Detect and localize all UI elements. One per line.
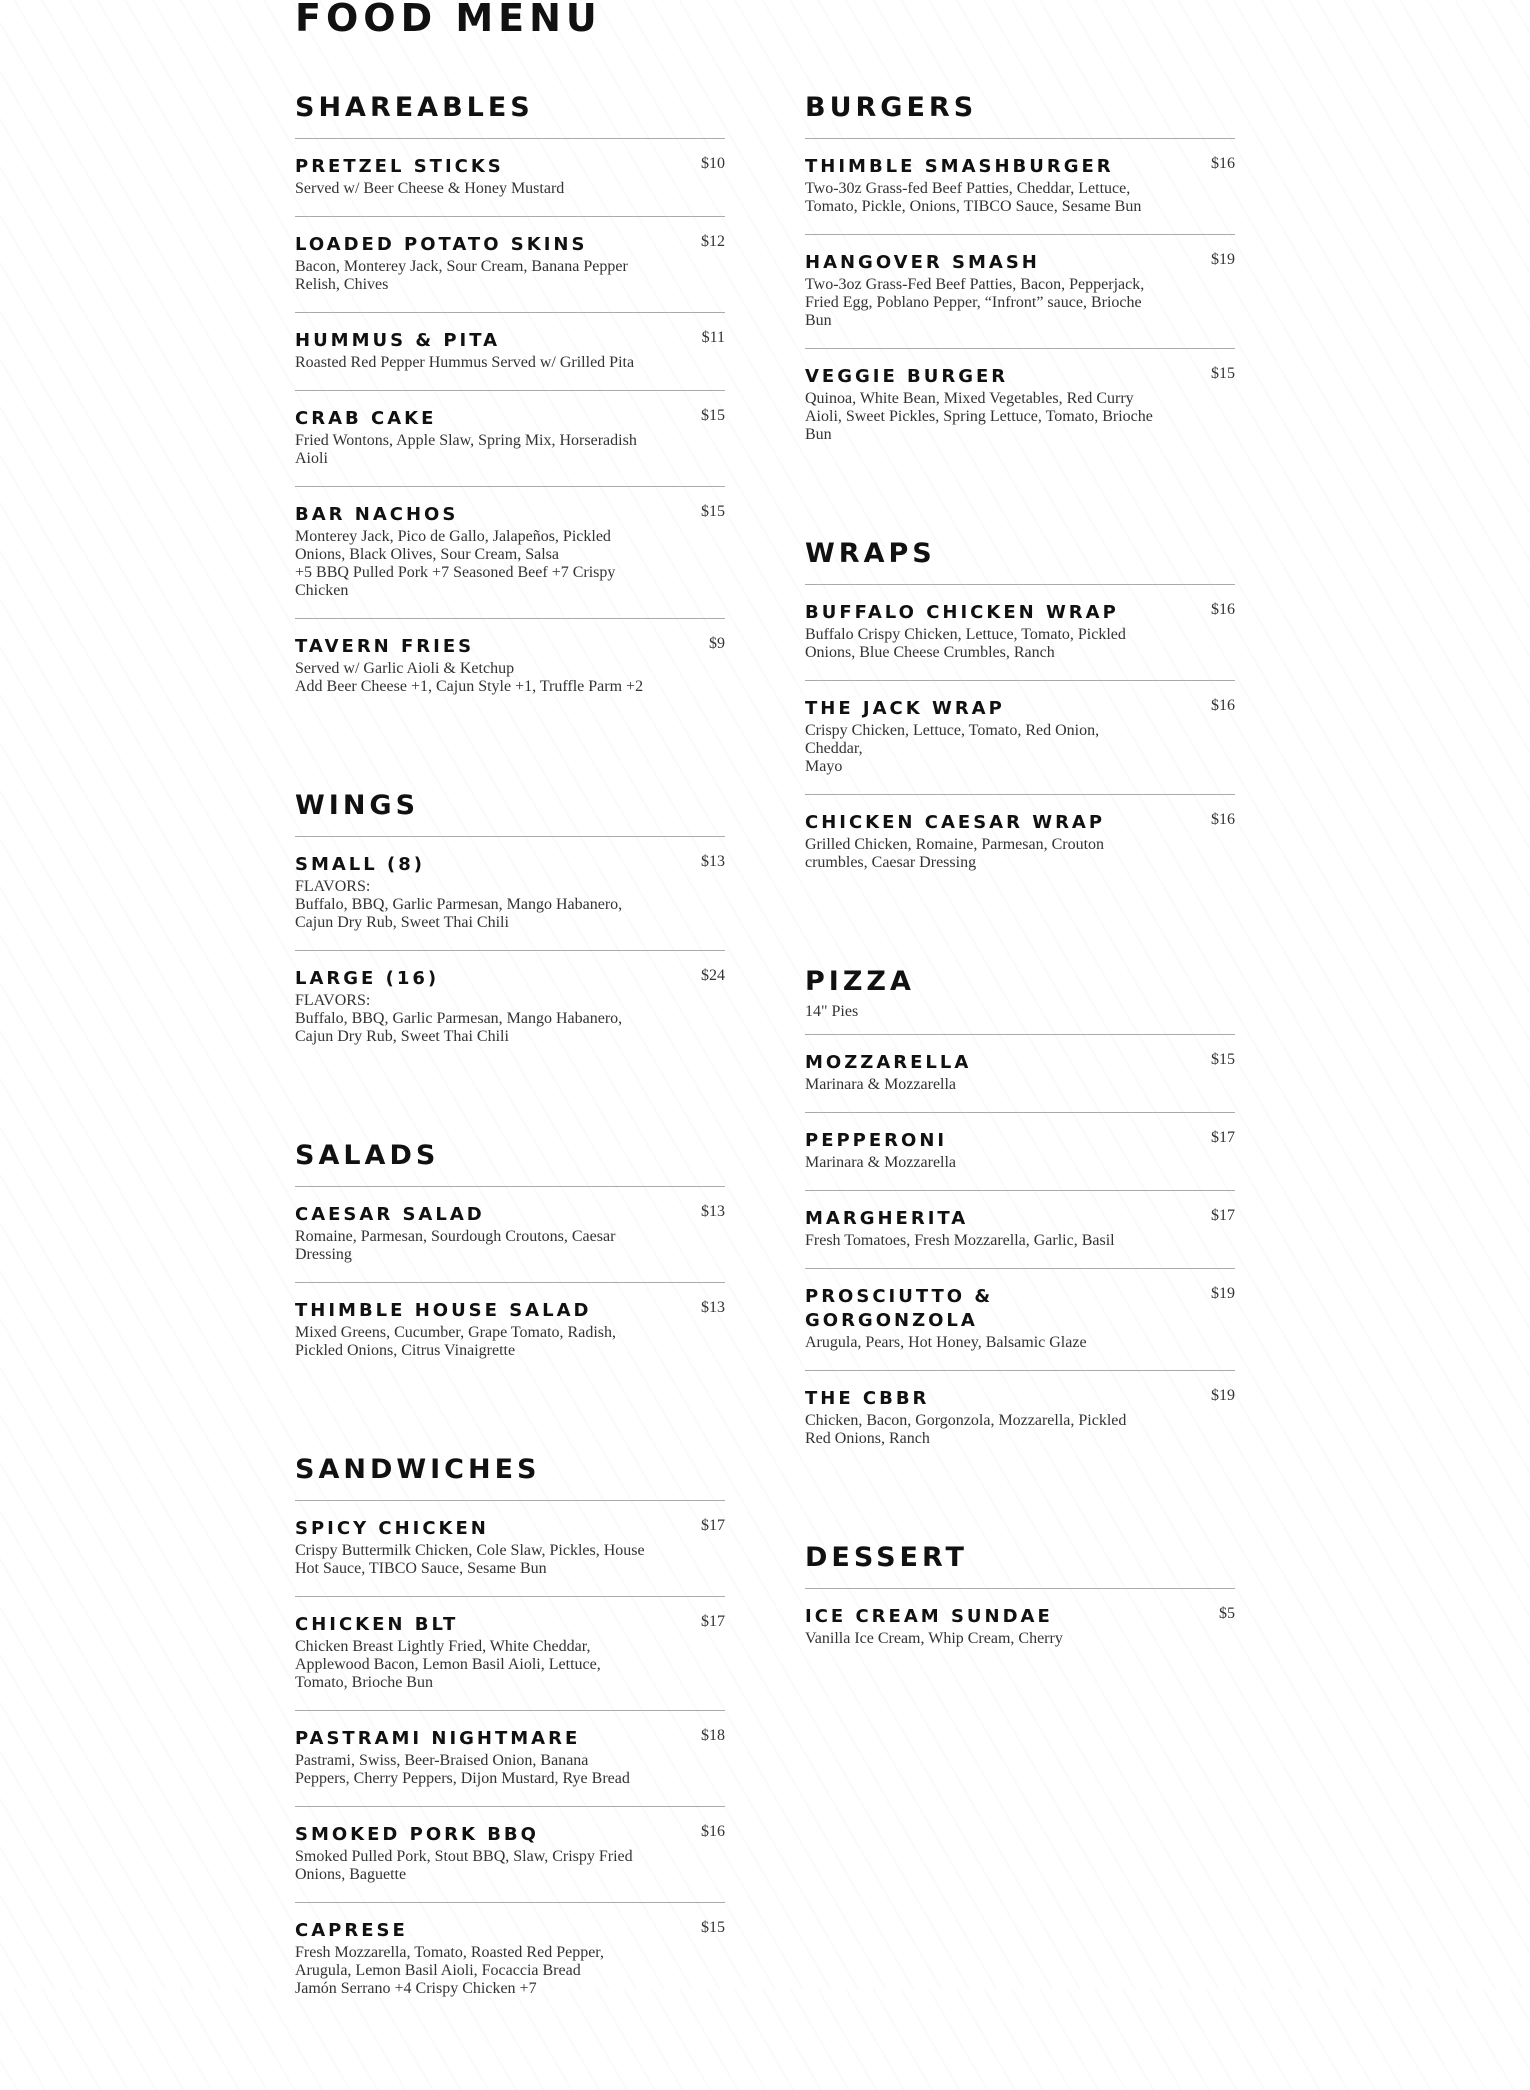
item-price: $18 bbox=[701, 1727, 725, 1744]
item-name: TAVERN FRIES bbox=[295, 636, 475, 657]
menu-section-sandwiches bbox=[295, 1452, 725, 2016]
menu-item bbox=[805, 349, 1235, 462]
item-name: THIMBLE HOUSE SALAD bbox=[295, 1300, 592, 1321]
item-name: HANGOVER SMASH bbox=[805, 252, 1040, 273]
menu-section-salads bbox=[295, 1138, 725, 1378]
item-description: FLAVORS: Buffalo, BBQ, Garlic Parmesan, Mango Habanero, Cajun Dry Rub, Sweet Thai Chili bbox=[295, 992, 623, 1045]
menu-item bbox=[295, 139, 725, 217]
menu-item bbox=[295, 951, 725, 1064]
section-title: DESSERT bbox=[805, 1542, 968, 1573]
item-description: Grilled Chicken, Romaine, Parmesan, Crouton crumbles, Caesar Dressing bbox=[805, 836, 1105, 871]
item-description: Bacon, Monterey Jack, Sour Cream, Banana Pepper Relish, Chives bbox=[295, 258, 628, 293]
menu-item bbox=[295, 619, 725, 714]
menu-item bbox=[805, 1113, 1235, 1191]
menu-item bbox=[805, 681, 1235, 795]
section-title: SALADS bbox=[295, 1140, 440, 1171]
item-price: $15 bbox=[1211, 365, 1235, 382]
item-price: $10 bbox=[701, 155, 725, 172]
item-name: ICE CREAM SUNDAE bbox=[805, 1606, 1053, 1627]
item-price: $12 bbox=[701, 233, 725, 250]
item-price: $15 bbox=[701, 1919, 725, 1936]
item-name: PRETZEL STICKS bbox=[295, 156, 504, 177]
item-description: Smoked Pulled Pork, Stout BBQ, Slaw, Crispy Fried Onions, Baguette bbox=[295, 1848, 633, 1883]
section-header bbox=[295, 1452, 725, 1488]
item-name: MARGHERITA bbox=[805, 1208, 969, 1229]
section-header bbox=[805, 90, 1235, 126]
section-header bbox=[295, 90, 725, 126]
item-name: PEPPERONI bbox=[805, 1130, 948, 1151]
item-description: Buffalo Crispy Chicken, Lettuce, Tomato, Pickled Onions, Blue Cheese Crumbles, Ranch bbox=[805, 626, 1126, 661]
menu-item bbox=[805, 235, 1235, 349]
item-description: Fresh Mozzarella, Tomato, Roasted Red Pepper, Arugula, Lemon Basil Aioli, Focaccia Bread Jamón Serrano +4 Crispy Chicken +7 bbox=[295, 1944, 604, 1997]
item-price: $15 bbox=[1211, 1051, 1235, 1068]
item-description: FLAVORS: Buffalo, BBQ, Garlic Parmesan, Mango Habanero, Cajun Dry Rub, Sweet Thai Chili bbox=[295, 878, 623, 931]
section-title: SHAREABLES bbox=[295, 92, 534, 123]
item-name: PASTRAMI NIGHTMARE bbox=[295, 1728, 581, 1749]
item-description: Vanilla Ice Cream, Whip Cream, Cherry bbox=[805, 1630, 1063, 1647]
menu-item bbox=[295, 487, 725, 619]
item-description: Marinara & Mozzarella bbox=[805, 1154, 957, 1171]
item-description: Pastrami, Swiss, Beer-Braised Onion, Banana Peppers, Cherry Peppers, Dijon Mustard, Rye Bread bbox=[295, 1752, 630, 1787]
item-price: $16 bbox=[1211, 697, 1235, 714]
section-title: PIZZA bbox=[805, 966, 915, 997]
item-price: $16 bbox=[701, 1823, 725, 1840]
item-description: Arugula, Pears, Hot Honey, Balsamic Glaze bbox=[805, 1334, 1087, 1351]
menu-section-wings bbox=[295, 788, 725, 1064]
item-price: $11 bbox=[701, 329, 725, 346]
item-name: BAR NACHOS bbox=[295, 504, 459, 525]
menu-section-wraps bbox=[805, 536, 1235, 890]
item-description: Fresh Tomatoes, Fresh Mozzarella, Garlic, Basil bbox=[805, 1232, 1115, 1249]
page-title: FOOD MENU bbox=[295, 0, 602, 40]
item-name: THIMBLE SMASHBURGER bbox=[805, 156, 1114, 177]
section-header bbox=[805, 536, 1235, 572]
item-name: BUFFALO CHICKEN WRAP bbox=[805, 602, 1119, 623]
item-price: $19 bbox=[1211, 1387, 1235, 1404]
menu-section-burgers bbox=[805, 90, 1235, 462]
section-header bbox=[805, 964, 1235, 1022]
item-price: $17 bbox=[1211, 1129, 1235, 1146]
section-title: SANDWICHES bbox=[295, 1454, 541, 1485]
section-header bbox=[805, 1540, 1235, 1576]
section-title: BURGERS bbox=[805, 92, 978, 123]
item-name: CAESAR SALAD bbox=[295, 1204, 485, 1225]
item-description: Roasted Red Pepper Hummus Served w/ Grilled Pita bbox=[295, 354, 635, 371]
item-name: THE CBBR bbox=[805, 1388, 930, 1409]
right-column bbox=[805, 90, 1235, 1740]
item-price: $24 bbox=[701, 967, 725, 984]
item-description: Crispy Buttermilk Chicken, Cole Slaw, Pickles, House Hot Sauce, TIBCO Sauce, Sesame Bun bbox=[295, 1542, 645, 1577]
item-name: LARGE (16) bbox=[295, 968, 440, 989]
item-price: $16 bbox=[1211, 811, 1235, 828]
item-price: $19 bbox=[1211, 251, 1235, 268]
item-name: THE JACK WRAP bbox=[805, 698, 1005, 719]
item-price: $15 bbox=[701, 503, 725, 520]
item-name: HUMMUS & PITA bbox=[295, 330, 501, 351]
item-description: Fried Wontons, Apple Slaw, Spring Mix, Horseradish Aioli bbox=[295, 432, 637, 467]
item-price: $13 bbox=[701, 1203, 725, 1220]
item-name: PROSCIUTTO & GORGONZOLA bbox=[805, 1286, 994, 1331]
item-description: Chicken, Bacon, Gorgonzola, Mozzarella, Pickled Red Onions, Ranch bbox=[805, 1412, 1127, 1447]
item-name: LOADED POTATO SKINS bbox=[295, 234, 588, 255]
menu-item bbox=[295, 837, 725, 951]
item-price: $17 bbox=[1211, 1207, 1235, 1224]
menu-item bbox=[805, 1371, 1235, 1466]
menu-section-shareables bbox=[295, 90, 725, 714]
item-price: $9 bbox=[709, 635, 725, 652]
item-description: Mixed Greens, Cucumber, Grape Tomato, Radish, Pickled Onions, Citrus Vinaigrette bbox=[295, 1324, 616, 1359]
menu-item bbox=[805, 1269, 1235, 1371]
menu-item bbox=[295, 1187, 725, 1283]
item-price: $17 bbox=[701, 1517, 725, 1534]
section-subtitle: 14" Pies bbox=[805, 1003, 859, 1020]
item-name: SMALL (8) bbox=[295, 854, 425, 875]
section-header bbox=[295, 1138, 725, 1174]
item-name: CHICKEN BLT bbox=[295, 1614, 459, 1635]
item-name: SPICY CHICKEN bbox=[295, 1518, 489, 1539]
item-description: Two-30z Grass-fed Beef Patties, Cheddar, Lettuce, Tomato, Pickle, Onions, TIBCO Sauce, Sesame Bun bbox=[805, 180, 1142, 215]
menu-item bbox=[295, 1807, 725, 1903]
section-title: WRAPS bbox=[805, 538, 936, 569]
menu-item bbox=[295, 1283, 725, 1378]
item-description: Marinara & Mozzarella bbox=[805, 1076, 957, 1093]
item-price: $19 bbox=[1211, 1285, 1235, 1302]
menu-item bbox=[295, 1903, 725, 2016]
menu-item bbox=[295, 391, 725, 487]
item-price: $5 bbox=[1219, 1605, 1235, 1622]
item-description: Served w/ Beer Cheese & Honey Mustard bbox=[295, 180, 565, 197]
item-price: $13 bbox=[701, 853, 725, 870]
menu-item bbox=[295, 1501, 725, 1597]
item-description: Monterey Jack, Pico de Gallo, Jalapeños, Pickled Onions, Black Olives, Sour Cream, Salsa +5 BBQ Pulled Pork +7 Seasoned Beef +7 Crispy Chicken bbox=[295, 528, 616, 599]
item-name: MOZZARELLA bbox=[805, 1052, 972, 1073]
item-price: $13 bbox=[701, 1299, 725, 1316]
menu-item bbox=[805, 1191, 1235, 1269]
menu-item bbox=[295, 313, 725, 391]
section-header bbox=[295, 788, 725, 824]
item-description: Two-3oz Grass-Fed Beef Patties, Bacon, Pepperjack, Fried Egg, Poblano Pepper, “Infront” sauce, Brioche Bun bbox=[805, 276, 1145, 329]
left-column bbox=[295, 90, 725, 2090]
item-price: $15 bbox=[701, 407, 725, 424]
item-name: SMOKED PORK BBQ bbox=[295, 1824, 539, 1845]
item-description: Chicken Breast Lightly Fried, White Cheddar, Applewood Bacon, Lemon Basil Aioli, Lettuce, Tomato, Brioche Bun bbox=[295, 1638, 601, 1691]
menu-item bbox=[805, 1035, 1235, 1113]
item-price: $16 bbox=[1211, 155, 1235, 172]
menu-section-dessert bbox=[805, 1540, 1235, 1666]
item-price: $16 bbox=[1211, 601, 1235, 618]
item-name: CHICKEN CAESAR WRAP bbox=[805, 812, 1106, 833]
item-description: Crispy Chicken, Lettuce, Tomato, Red Onion, Cheddar, Mayo bbox=[805, 722, 1100, 775]
menu-item bbox=[805, 1589, 1235, 1666]
item-description: Quinoa, White Bean, Mixed Vegetables, Red Curry Aioli, Sweet Pickles, Spring Lettuce, Tomato, Brioche Bun bbox=[805, 390, 1153, 443]
item-description: Romaine, Parmesan, Sourdough Croutons, Caesar Dressing bbox=[295, 1228, 616, 1263]
menu-section-pizza bbox=[805, 964, 1235, 1466]
item-name: CRAB CAKE bbox=[295, 408, 437, 429]
item-name: CAPRESE bbox=[295, 1920, 408, 1941]
menu-item bbox=[805, 795, 1235, 890]
menu-item bbox=[805, 585, 1235, 681]
item-price: $17 bbox=[701, 1613, 725, 1630]
item-description: Served w/ Garlic Aioli & Ketchup Add Beer Cheese +1, Cajun Style +1, Truffle Parm +2 bbox=[295, 660, 644, 695]
item-name: VEGGIE BURGER bbox=[805, 366, 1009, 387]
menu-item bbox=[295, 217, 725, 313]
menu-item bbox=[295, 1597, 725, 1711]
section-title: WINGS bbox=[295, 790, 420, 821]
menu-item bbox=[805, 139, 1235, 235]
menu-item bbox=[295, 1711, 725, 1807]
